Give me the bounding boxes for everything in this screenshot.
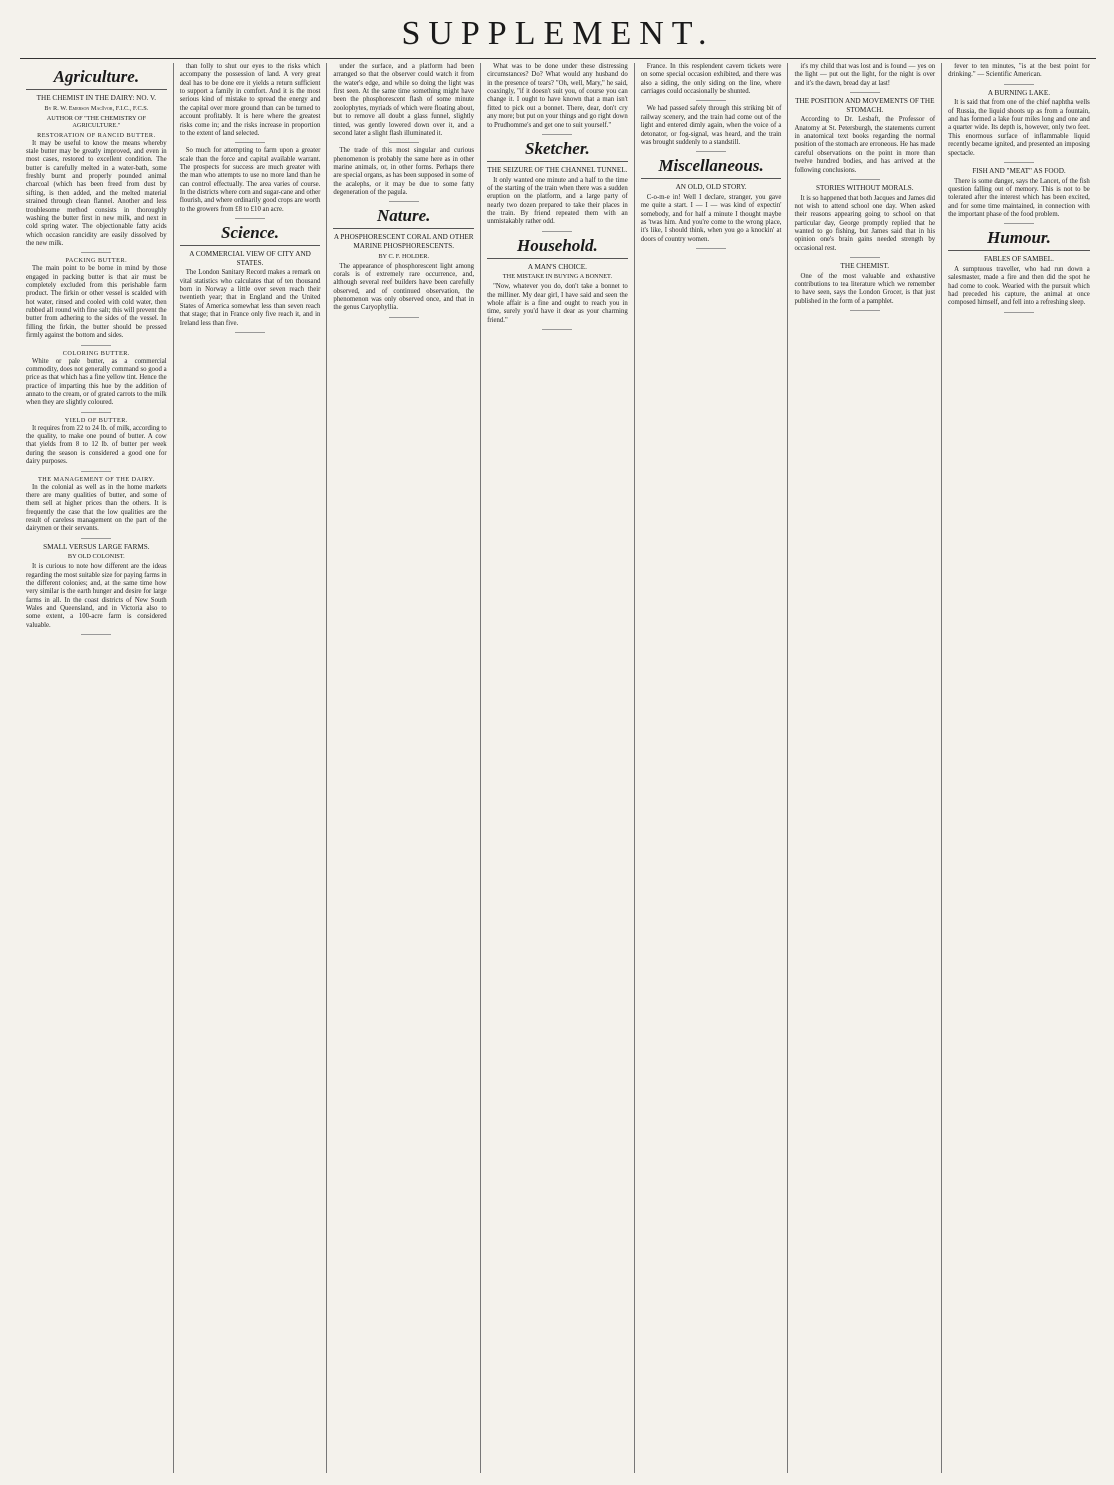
- article-headline: A COMMERCIAL VIEW OF CITY AND STATES.: [189, 250, 311, 267]
- article-body: It requires from 22 to 24 lb. of milk, according to the quality, to make one pound of butter. A cow that yields from 8 to 12 lb. of butter per week during the season is considered a good one for dairy purposes.: [26, 424, 167, 466]
- article: [26, 94, 167, 248]
- article-body: It is so happened that both Jacques and James did not wish to attend school one day. When asked their reasons appearing going to school on that particular day, George promptly replied that he wanted to go fishing, but James said that in his opinion one's brain gains needed strength by occasional rest.: [794, 194, 936, 252]
- section-heading: Nature.: [333, 206, 474, 229]
- article-divider: [850, 92, 880, 93]
- article-byline-secondary: AUTHOR OF "THE CHEMISTRY OF AGRICULTURE.": [46, 114, 146, 129]
- article-body: It only wanted one minute and a half to the time of the starting of the train when there was a sudden eruption on the platform, and a large party of nearly two dozen prepared to take their places in the train. By friend repeated them with an unmistakably rather odd.: [487, 176, 628, 226]
- article-divider: [235, 142, 265, 143]
- article: [794, 97, 935, 175]
- article-body: According to Dr. Lesbaft, the Professor of Anatomy at St. Petersburgh, the statements current in anatomical text books regarding the normal position of the stomach are erroneous. He has made careful observations on the point in more than twelve hundred bodies, and has arrived at the following conclusions.: [794, 116, 936, 174]
- article-divider: [81, 345, 111, 346]
- article: [948, 63, 1090, 80]
- article: [794, 63, 935, 88]
- article: [333, 206, 474, 312]
- article-body: A sumptuous traveller, who had run down a salesmaster, made a fire and then did the spot he had come to cook. Wearied with the pursuit which had preceded his capture, the animal at once composed himself, and fell into a refreshing sleep.: [948, 265, 1090, 307]
- article-divider: [850, 257, 880, 258]
- article-body: C-o-m-e in! Well I declare, stranger, you gave me quite a start. I — I — was kind of expectin' somebody, and for half a minute I thought maybe as 'twas him. And you're come to the wrong place, it's like, I should think, when you go a knockin' at doors of country women.: [640, 193, 782, 243]
- article: [641, 105, 782, 147]
- article-headline: THE CHEMIST.: [840, 262, 890, 271]
- article-body: It is said that from one of the chief naphtha wells of Russia, the liquid shoots up as from a fountain, and has formed a lake four miles long and one and a quarter wide. Its depth is, however, only two feet. This enormous surface of inflammable liquid recently became ignited, and presented an imposing spectacle.: [948, 99, 1090, 157]
- article-body: We had passed safely through this striking bit of railway scenery, and the train had come out of the light and entered dimly again, when the voice of a detonator, or fog-signal, was heard, and the train was brought suddenly to a standstill.: [640, 105, 782, 146]
- article-divider: [1004, 312, 1034, 313]
- article-subheading: RESTORATION OF RANCID BUTTER.: [37, 131, 156, 139]
- article-headline: A MAN'S CHOICE.: [527, 262, 587, 271]
- article-divider: [850, 310, 880, 311]
- column-4: [481, 63, 635, 1473]
- article: [641, 63, 782, 96]
- article-headline: SMALL VERSUS LARGE FARMS.: [43, 542, 150, 551]
- article: [26, 543, 167, 631]
- article-divider: [81, 252, 111, 253]
- article: [487, 139, 628, 227]
- article-divider: [1004, 162, 1034, 163]
- article-headline: FABLES OF SAMBEL.: [983, 255, 1054, 264]
- article-headline: FISH AND "MEAT" AS FOOD.: [972, 166, 1066, 175]
- article-body: "Now, whatever you do, don't take a bonnet to the milliner. My dear girl, I have said and seen the whole affair is a fine and ought to reach you in time, surely you'd have it dear as your charming friend.": [487, 283, 628, 324]
- article-byline: BY OLD COLONIST.: [67, 553, 125, 561]
- article-subheading: COLORING BUTTER.: [62, 349, 130, 357]
- article-divider: [542, 231, 572, 232]
- article-body: The trade of this most singular and curious phenomenon is probably the same here as in other marine animals, or, in other forms. Perhaps there are special organs, as has been supposed in some of the acalephs, or it may be due to some fatty degeneration of the pagula.: [333, 147, 475, 197]
- article-body: The London Sanitary Record makes a remark on vital statistics who calculates that of ten thousand born in Norway a little over seven reach their twentieth year; that in England and the United States of America somewhat less than seven reach that stage; that in France only five reach it, and in Ireland less than five.: [179, 269, 321, 327]
- article-headline: THE POSITION AND MOVEMENTS OF THE STOMACH.: [795, 97, 935, 114]
- article-byline: BY C. F. HOLDER.: [378, 252, 430, 260]
- article: [794, 184, 935, 253]
- article-headline: STORIES WITHOUT MORALS.: [815, 183, 914, 192]
- article-divider: [696, 100, 726, 101]
- article-body: What was to be done under these distressing circumstances? Do? What would any husband do in the presence of tears? "Oh, well, Mary," he said, coaxingly, "if it doesn't suit you, of course you can change it. I ought to have known that a man isn't fitted to pick out a bonnet. There, dear, don't cry any more; but put on your things and go right down to Prudhomme's and get one to suit yourself.": [487, 63, 628, 129]
- section-heading: Household.: [487, 236, 628, 259]
- section-heading: Humour.: [948, 228, 1090, 251]
- article-body: under the surface, and a platform had been arranged so that the observer could watch it from the water's edge, and while so doing the light was first seen. At the same time something might have been the phosphorescent flash of some minute zoolophytes, myriads of which were floating about, but to remove all doubt a glass funnel, slightly tinted, was gently lowered down over it, and a second later a slight flash illuminated it.: [333, 63, 475, 137]
- article: [487, 236, 628, 325]
- article-divider: [389, 142, 419, 143]
- section-heading: Agriculture.: [26, 67, 167, 90]
- article-divider: [81, 471, 111, 472]
- article-headline: THE SEIZURE OF THE CHANNEL TUNNEL.: [487, 165, 628, 174]
- article: [333, 147, 474, 197]
- article-body: One of the most valuable and exhaustive contributions to tea literature which we remember to have seen, says the London Grocer, is that just published in the form of a pamphlet.: [794, 272, 936, 305]
- article: [180, 223, 321, 328]
- article: [26, 257, 167, 340]
- section-heading: Science.: [180, 223, 321, 246]
- article-body: than folly to shut our eyes to the risks which accompany the possession of land. A very great deal has to be done ere it yields a return sufficient to support a family in comfort. And it is the most serious kind of mistake to spread the energy and the capital over more ground than can be turned to account profitably. It is here where the greatest risks come in; and the risks increase in proportion to the extent of land selected.: [179, 63, 321, 137]
- article: [26, 417, 167, 467]
- article-subheading: YIELD OF BUTTER.: [64, 416, 128, 424]
- article-subheading: THE MANAGEMENT OF THE DAIRY.: [38, 475, 155, 483]
- article-divider: [696, 151, 726, 152]
- article-body: In the colonial as well as in the home markets there are many qualities of butter, and some of them sell at higher prices than the others. It is frequently the case that the low qualities are the result of careless management on the part of the dairymen or their servants.: [26, 483, 167, 533]
- article-divider: [1004, 84, 1034, 85]
- article: [26, 476, 167, 534]
- article-subheading: PACKING BUTTER.: [65, 257, 128, 265]
- article: [948, 89, 1090, 158]
- article-byline: THE MISTAKE IN BUYING A BONNET.: [502, 273, 613, 281]
- column-1: [20, 63, 174, 1473]
- article-body: The main point to be borne in mind by those engaged in packing butter is that air must be completely excluded from this perishable farm product. The firkin or other vessel is scalded with hot water, rinsed and cooled with cold water, then rubbed all round with fine salt; this will prevent the butter from adhering to the sides of the vessel. In filling the firkin, the butter should be pressed firmly against the bottom and sides.: [26, 265, 167, 340]
- article: [333, 63, 474, 138]
- article: [794, 262, 935, 306]
- article-divider: [850, 179, 880, 180]
- article-body: There is some danger, says the Lancet, of the fish question falling out of memory. This is not to be tolerated after the interest which has been excited, and for some time maintained, in connection with the important phase of the food problem.: [948, 177, 1090, 218]
- article-divider: [81, 538, 111, 539]
- masthead: SUPPLEMENT.: [401, 15, 715, 52]
- article-body: It may be useful to know the means whereby stale butter may be greatly improved, and even in most cases, restored to excellent condition. The butter is carefully melted in a water-bath, some freshly burnt and properly pounded animal charcoal (which has been freed from dust by sifting, is then added, and the melted material strained through clean flannel. Another and less troublesome method consists in thoroughly washing the butter first in new milk, and next in cold spring water. The objectionable fatty acids which occasion rancidity are easily dissolved by the new milk.: [26, 139, 167, 247]
- article-body: It is curious to note how different are the ideas regarding the most suitable size for paying farms in the different colonies; and, at the same time how very similar is the earth hunger and desire for large farms in all. In the coast districts of New South Wales and Queensland, and in Victoria also to some extent, a 100-acre farm is considered valuable.: [26, 563, 167, 629]
- article-body: White or pale butter, as a commercial commodity, does not generally command so good a price as that which has a fine yellow tint. Hence the practice of imparting this hue by the addition of annato to the cream, or of grated carrots to the milk when they are slightly coloured.: [26, 357, 167, 407]
- article-body: it's my child that was lost and is found — yes on the light — put out the light, for the night is over and it's the dawn, bread day at last!: [794, 63, 936, 87]
- article: [180, 63, 321, 138]
- article-headline: AN OLD, OLD STORY.: [675, 183, 747, 192]
- article: [948, 167, 1090, 219]
- article-divider: [542, 134, 572, 135]
- article: [948, 228, 1090, 307]
- article-headline: THE CHEMIST IN THE DAIRY: NO. V.: [36, 94, 157, 102]
- article-divider: [542, 329, 572, 330]
- column-6: [788, 63, 942, 1473]
- article-body: France. In this resplendent cavern tickets were on some special occasion exhibited, and there was also a siding, the only siding on the line, where carriages could occasionally be shunted.: [640, 63, 782, 96]
- article-divider: [81, 634, 111, 635]
- section-heading: Miscellaneous.: [641, 156, 782, 179]
- article: [641, 156, 782, 244]
- article-divider: [235, 332, 265, 333]
- article: [487, 63, 628, 130]
- column-5: [635, 63, 789, 1473]
- article-divider: [81, 412, 111, 413]
- article-byline: By R. W. Emerson MacIvor, F.I.C., F.C.S.: [44, 104, 149, 112]
- section-heading: Sketcher.: [487, 139, 628, 162]
- column-7: [942, 63, 1096, 1473]
- article-body: fever to ten minutes, "is at the best point for drinking." — Scientific American.: [948, 63, 1090, 79]
- newspaper-page: [20, 12, 1096, 1474]
- article-divider: [389, 201, 419, 202]
- article-headline: A BURNING LAKE.: [987, 88, 1051, 97]
- column-3: [327, 63, 481, 1473]
- article-divider: [389, 317, 419, 318]
- column-2: [174, 63, 328, 1473]
- article: [180, 147, 321, 214]
- article-body: The appearance of phosphorescent light among corals is of extremely rare occurrence, and, although several reef builders have been carefully observed, and of continued observation, the phenomenon was only observed once, and that in the genus Caryophyllia.: [333, 262, 475, 312]
- columns: [20, 63, 1096, 1473]
- article-body: So much for attempting to farm upon a greater scale than the force and capital available warrant. The prospects for success are much greater with the man who attempts to use no more land than he can control effectually. The area varies of course. In the districts where corn and sugar-cane and other flourish, and where ordinarily good crops are worth to the growers from £8 to £10 an acre.: [179, 147, 321, 213]
- article: [26, 350, 167, 408]
- article-divider: [235, 218, 265, 219]
- masthead-rule: [20, 58, 1096, 59]
- article-divider: [696, 248, 726, 249]
- article-divider: [1004, 223, 1034, 224]
- article-headline: A PHOSPHORESCENT CORAL AND OTHER MARINE PHOSPHORESCENTS.: [333, 233, 474, 251]
